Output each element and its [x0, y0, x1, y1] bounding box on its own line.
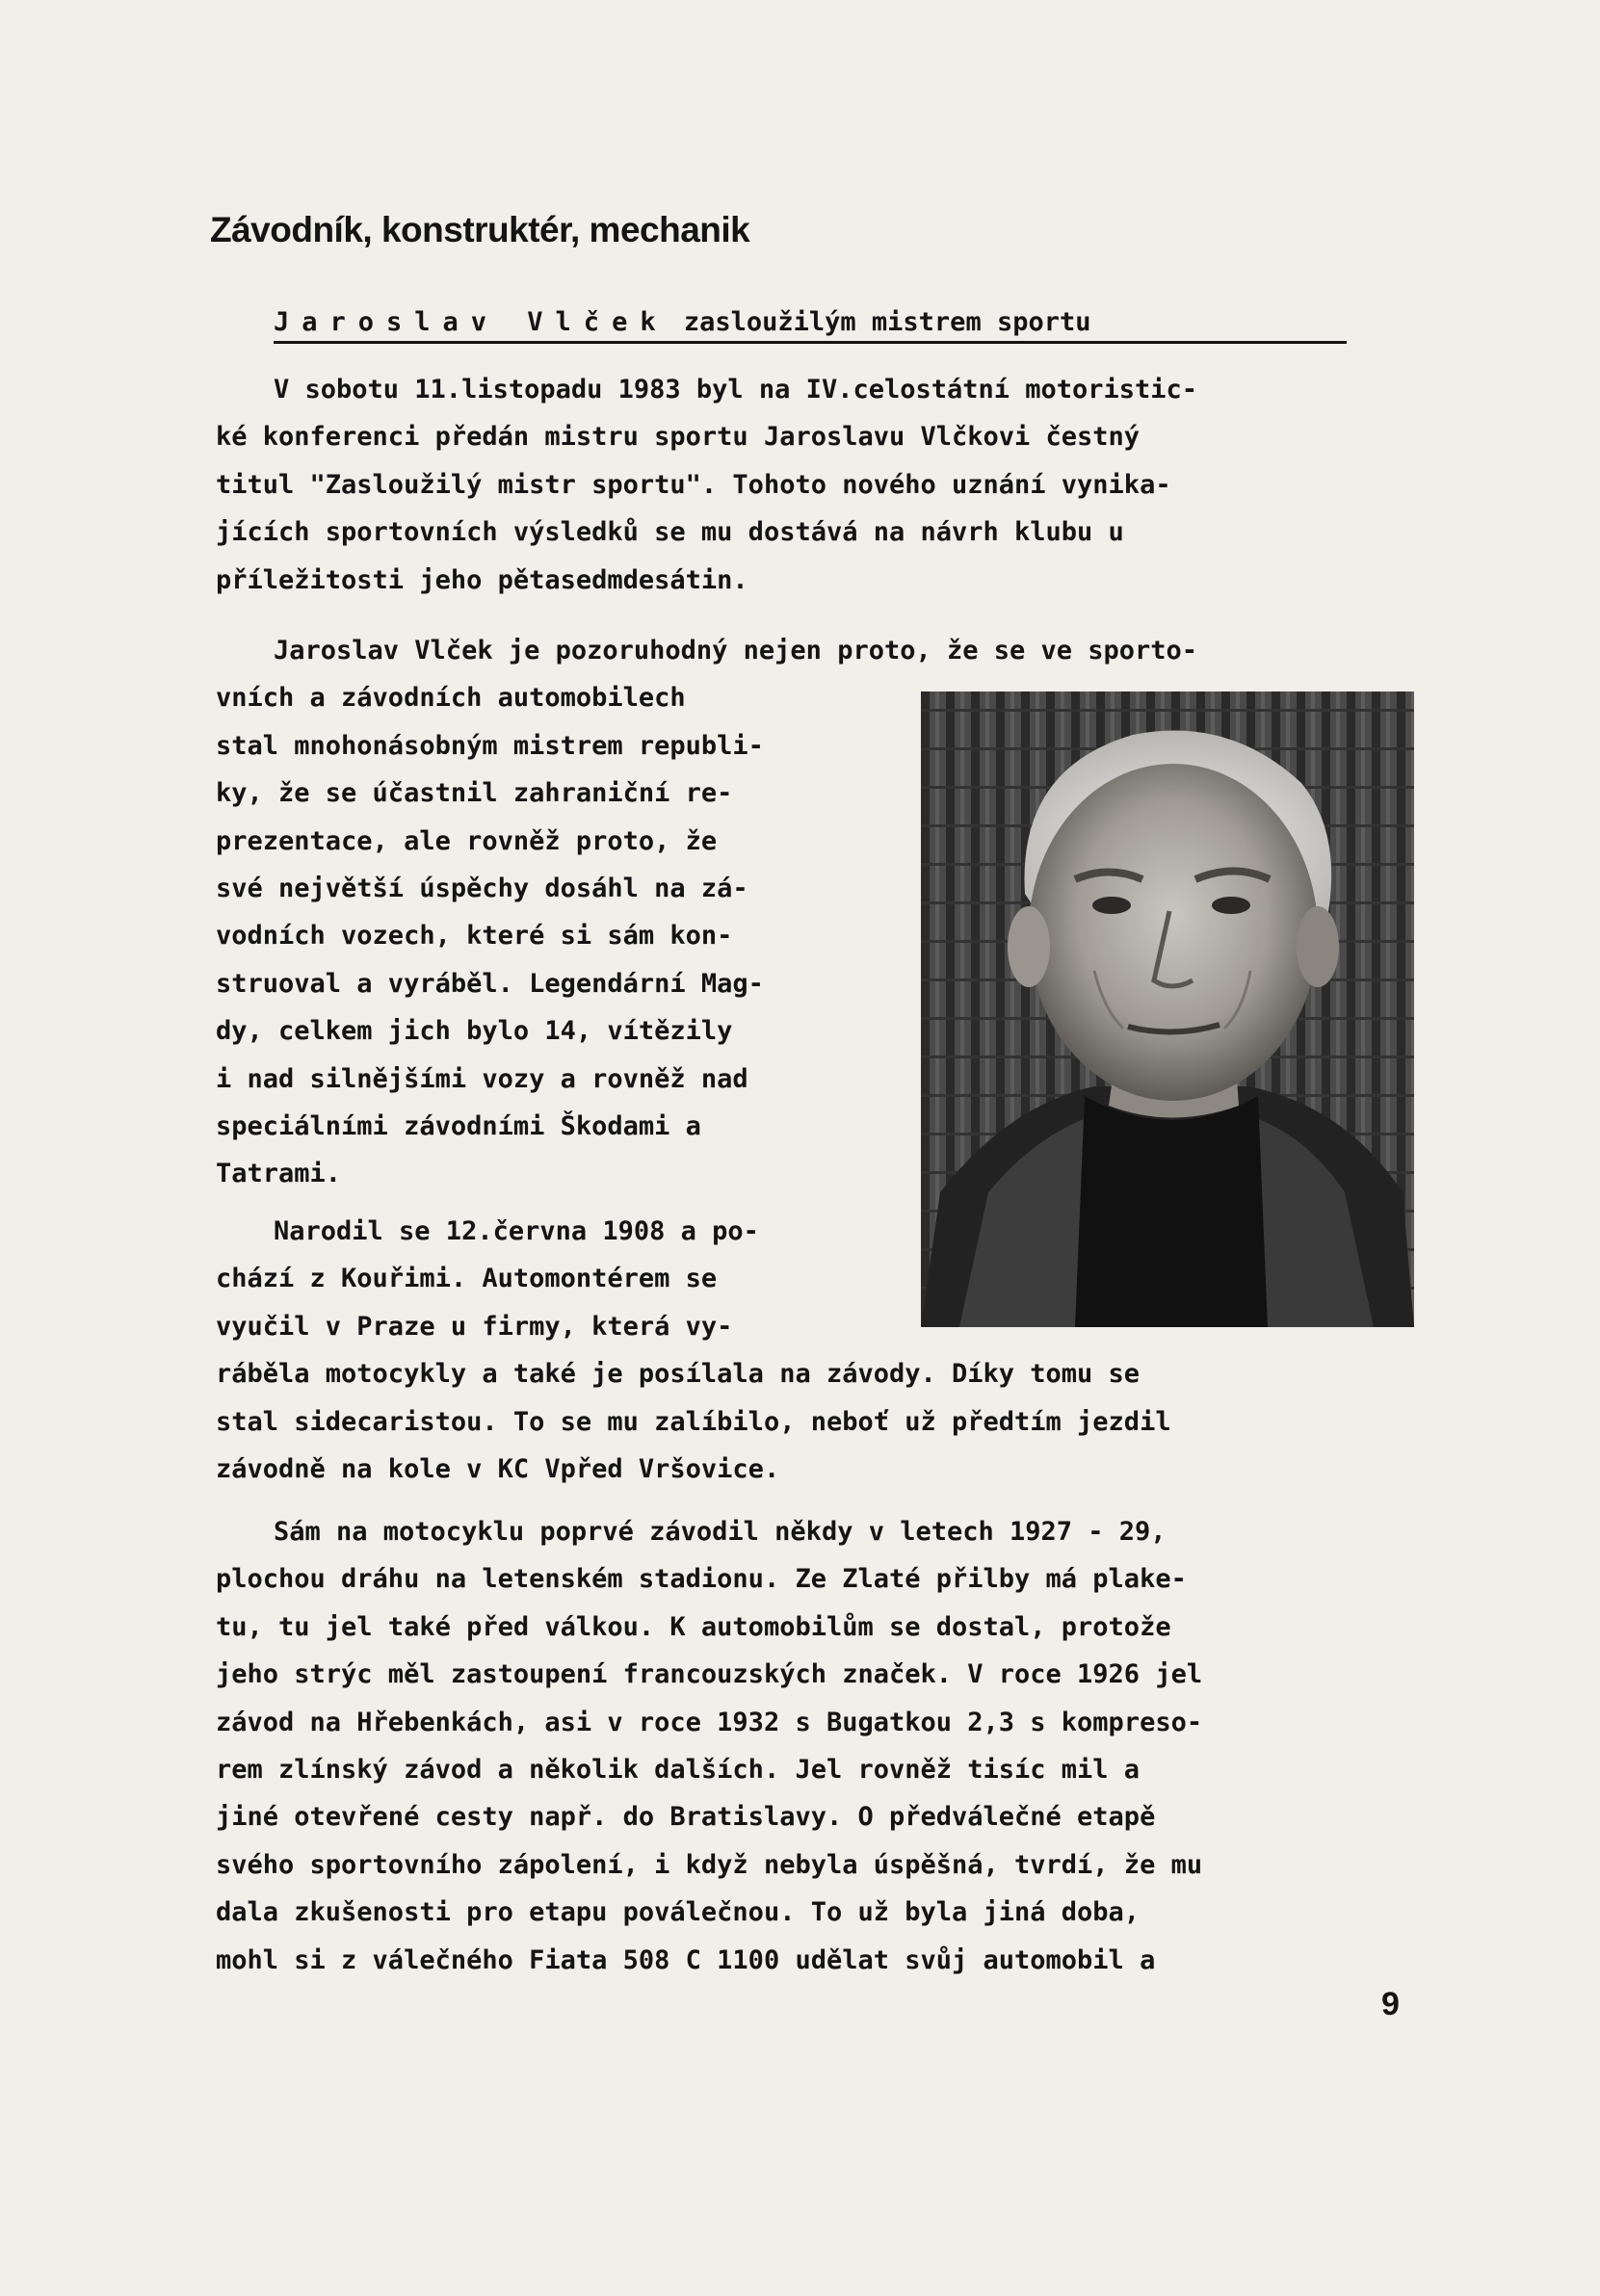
text-line: závodně na kole v KC Vpřed Vršovice.: [216, 1453, 780, 1484]
paragraph-1: [216, 366, 1198, 604]
text-line: ké konferenci předán mistru sportu Jaroslavu Vlčkovi čestný: [216, 422, 1141, 453]
text-line: závod na Hřebenkách, asi v roce 1932 s Bugatkou 2,3 s kompreso-: [216, 1707, 1203, 1737]
text-line: dala zkušenosti pro etapu poválečnou. To už byla jiná doba,: [216, 1897, 1141, 1928]
text-line: mohl si z válečného Fiata 508 C 1100 udělat svůj automobil a: [216, 1944, 1156, 1975]
text-line: struoval a vyráběl. Legendární Mag-: [216, 968, 764, 999]
subheading-name: Jaroslav Vlček: [274, 307, 669, 337]
text-line: svého sportovního zápolení, i když nebyla úspěšná, tvrdí, že mu: [216, 1849, 1203, 1880]
text-line: tu, tu jel také před válkou. K automobilům se dostal, protože: [216, 1611, 1171, 1642]
subheading-rest: zasloužilým mistrem sportu: [683, 307, 1091, 337]
text-line: chází z Kouřimi. Automontérem se: [216, 1264, 718, 1294]
text-line: Jaroslav Vlček je pozoruhodný nejen proto, že se ve sporto-: [274, 636, 1198, 665]
text-line: jících sportovních výsledků se mu dostává na návrh klubu u: [216, 517, 1124, 548]
text-line: prezentace, ale rovněž proto, že: [216, 825, 718, 856]
text-line: ky, že se účastnil zahraniční re-: [216, 778, 733, 809]
text-line: ráběla motocykly a také je posílala na závody. Díky tomu se: [216, 1359, 1141, 1390]
paragraph-4: [216, 1508, 1202, 1984]
text-line: Sám na motocyklu poprvé závodil někdy v letech 1927 - 29,: [274, 1517, 1167, 1547]
article-heading: Závodník, konstruktér, mechanik: [210, 210, 750, 249]
text-line: příležitosti jeho pětasedmdesátin.: [216, 564, 748, 595]
text-line: dy, celkem jich bylo 14, vítězily: [216, 1016, 733, 1047]
text-line: rem zlínský závod a několik dalších. Jel rovněž tisíc mil a: [216, 1754, 1141, 1785]
text-line: vních a závodních automobilech: [216, 683, 686, 714]
text-line: Tatrami.: [216, 1159, 342, 1189]
text-line: Narodil se 12.června 1908 a po-: [274, 1216, 759, 1246]
text-line: vyučil v Praze u firmy, která vy-: [216, 1311, 733, 1342]
text-line: i nad silnějšími vozy a rovněž nad: [216, 1063, 748, 1094]
text-line: stal mnohonásobným mistrem republi-: [216, 730, 764, 761]
text-line: V sobotu 11.listopadu 1983 byl na IV.celostátní motoristic-: [274, 375, 1198, 404]
page-number: 9: [1381, 1986, 1400, 2022]
portrait-photo: [921, 691, 1414, 1327]
text-line: titul "Zasloužilý mistr sportu". Tohoto nového uznání vynika-: [216, 469, 1171, 500]
text-line: své největší úspěchy dosáhl na zá-: [216, 873, 748, 903]
text-line: jiné otevřené cesty např. do Bratislavy. O předválečné etapě: [216, 1802, 1156, 1833]
article-subheading: [274, 306, 1347, 344]
text-line: plochou dráhu na letenském stadionu. Ze Zlaté přilby má plake-: [216, 1564, 1187, 1595]
text-line: jeho strýc měl zastoupení francouzských značek. V roce 1926 jel: [216, 1659, 1203, 1690]
text-line: vodních vozech, které si sám kon-: [216, 921, 733, 952]
text-line: speciálními závodními Škodami a: [216, 1110, 701, 1141]
text-line: stal sidecaristou. To se mu zalíbilo, neboť už předtím jezdil: [216, 1406, 1171, 1437]
